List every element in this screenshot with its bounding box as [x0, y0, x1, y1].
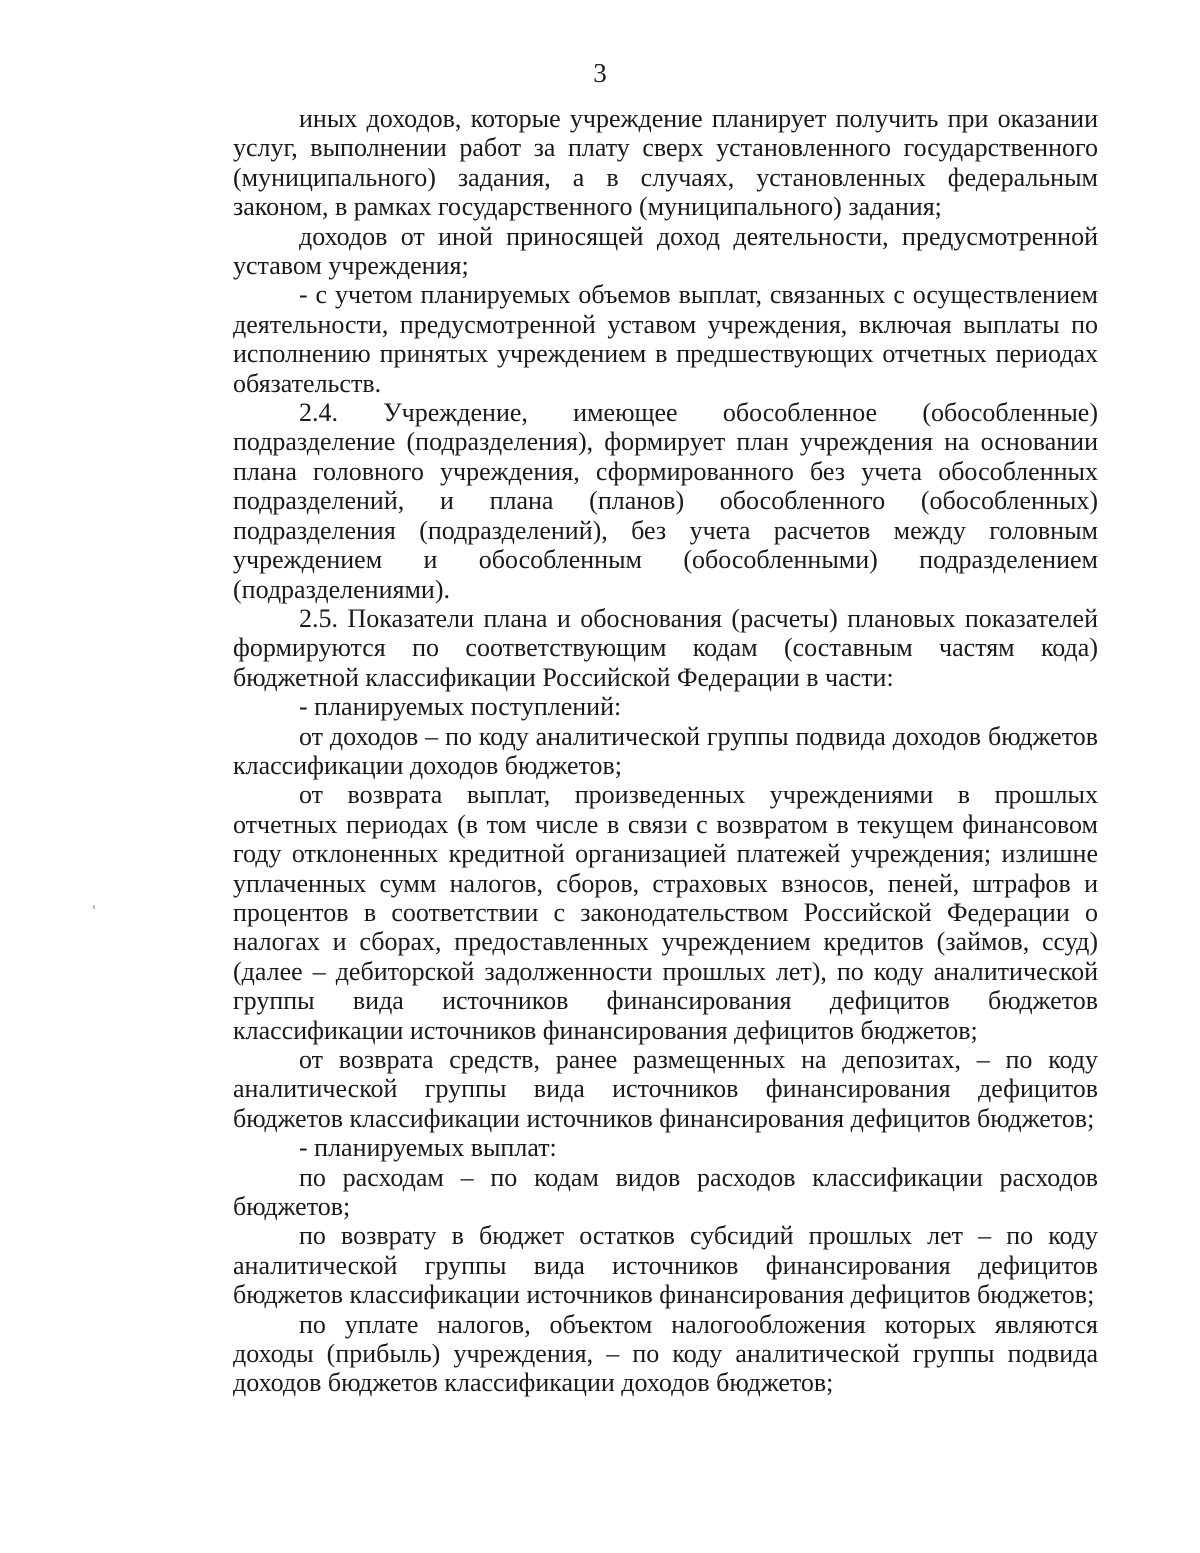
- page-number: 3: [593, 58, 607, 88]
- list-item-planned-receipts: - планируемых поступлений:: [299, 692, 622, 722]
- list-item-refund-of-payments: от возврата выплат, произведенных учреждениями в прошлых отчетных периодах (в том числе в связи с возвратом в текущем финансовом году отклоненных кредитной организацией платежей учреждения; излишне уплаченных сумм налогов, сборов, страховых взносов, пеней, штрафов и процентов в соответствии с законодательством Российской Федерации о налогах и сборах, предоставленных учреждением кредитов (займов, ссуд) (далее – дебиторской задолженности прошлых лет), по коду аналитической группы вида источников финансирования дефицитов бюджетов классификации источников финансирования дефицитов бюджетов;: [233, 780, 1098, 1045]
- list-item-income: от доходов – по коду аналитической группы подвида доходов бюджетов классификации доходов бюджетов;: [233, 721, 1098, 780]
- scan-mark: [93, 905, 95, 909]
- list-item-planned-payments: - планируемых выплат:: [299, 1133, 557, 1163]
- paragraph-planned-payments-consideration: - с учетом планируемых объемов выплат, связанных с осуществлением деятельности, предусмотренной уставом учреждения, включая выплаты по исполнению принятых учреждением в предшествующих отчетных периодах обязательств.: [233, 280, 1098, 398]
- paragraph-2-4: 2.4. Учреждение, имеющее обособленное (обособленные) подразделение (подразделения), формирует план учреждения на основании плана головного учреждения, сформированного без учета обособленных подразделений, и плана (планов) обособленного (обособленных) подразделения (подразделений), без учета расчетов между головным учреждением и обособленным (обособленными) подразделением (подразделениями).: [233, 398, 1098, 604]
- paragraph-2-5: 2.5. Показатели плана и обоснования (расчеты) плановых показателей формируются по соответствующим кодам (составным частям кода) бюджетной классификации Российской Федерации в части:: [233, 603, 1098, 692]
- paragraph-other-activity-income: доходов от иной приносящей доход деятельности, предусмотренной уставом учреждения;: [233, 221, 1098, 281]
- list-item-tax-payment: по уплате налогов, объектом налогообложения которых являются доходы (прибыль) учреждения, – по коду аналитической группы подвида доходов бюджетов классификации доходов бюджетов;: [233, 1309, 1098, 1398]
- paragraph-other-income: иных доходов, которые учреждение планирует получить при оказании услуг, выполнении работ за плату сверх установленного государственного (муниципального) задания, а в случаях, установленных федеральным законом, в рамках государственного (муниципального) задания;: [233, 104, 1098, 222]
- list-item-expenses: по расходам – по кодам видов расходов классификации расходов бюджетов;: [233, 1162, 1098, 1222]
- document-body: [233, 104, 1098, 1398]
- list-item-deposit-return: от возврата средств, ранее размещенных на депозитах, – по коду аналитической группы вида источников финансирования дефицитов бюджетов классификации источников финансирования дефицитов бюджетов;: [233, 1045, 1098, 1133]
- list-item-subsidy-return: по возврату в бюджет остатков субсидий прошлых лет – по коду аналитической группы вида источников финансирования дефицитов бюджетов классификации источников финансирования дефицитов бюджетов;: [233, 1221, 1098, 1310]
